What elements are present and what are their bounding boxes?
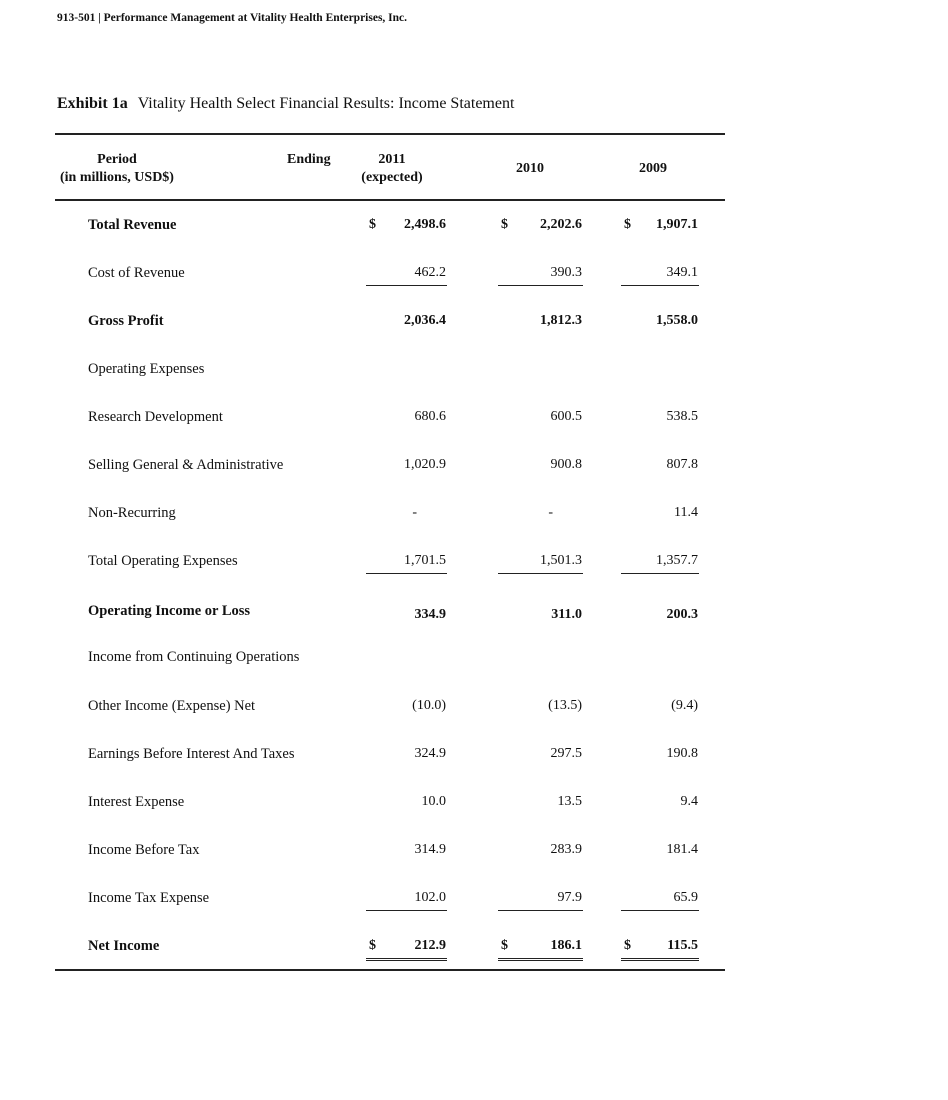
- value-text: 1,501.3: [540, 553, 582, 568]
- value-cell: [366, 217, 447, 237]
- value-cell: [498, 607, 583, 627]
- value-cell: [498, 794, 583, 814]
- value-cell: [366, 794, 447, 814]
- value-cell: [621, 409, 699, 429]
- value-text: 538.5: [666, 409, 698, 424]
- value-text: 807.8: [666, 457, 698, 472]
- dollar-sign: $: [369, 938, 376, 953]
- value-text: 324.9: [414, 746, 446, 761]
- value-text: (9.4): [671, 698, 698, 713]
- value-text: 1,558.0: [656, 313, 698, 328]
- value-cell: [366, 842, 447, 862]
- value-text: 9.4: [680, 794, 698, 809]
- value-text: 314.9: [414, 842, 446, 857]
- value-text: (13.5): [548, 698, 582, 713]
- row-label: Income Before Tax: [88, 842, 200, 858]
- table-bottom-rule: [55, 969, 725, 971]
- row-label: Earnings Before Interest And Taxes: [88, 746, 295, 762]
- value-cell: [621, 505, 699, 525]
- row-label: Total Operating Expenses: [88, 553, 238, 569]
- value-text: 97.9: [557, 890, 582, 905]
- value-text: 65.9: [673, 890, 698, 905]
- value-cell: [366, 698, 447, 718]
- header-bottom-rule: [55, 199, 725, 201]
- value-cell: [498, 265, 583, 286]
- value-text: 900.8: [550, 457, 582, 472]
- column-header-2011: [352, 151, 432, 187]
- value-cell: [498, 890, 583, 911]
- value-cell: [621, 457, 699, 477]
- value-text: 1,357.7: [656, 553, 698, 568]
- value-text: 186.1: [550, 938, 582, 953]
- table-top-rule: [55, 133, 725, 135]
- row-label: Research Development: [88, 409, 223, 425]
- value-cell: [498, 842, 583, 862]
- value-text: 311.0: [551, 607, 582, 622]
- value-text: 2,498.6: [404, 217, 446, 232]
- value-cell: [498, 938, 583, 961]
- value-text: 390.3: [550, 265, 582, 280]
- value-cell: [498, 217, 583, 237]
- period-label: Period: [97, 152, 137, 167]
- value-text: 102.0: [414, 890, 446, 905]
- row-label: Total Revenue: [88, 217, 177, 233]
- value-text: (10.0): [412, 698, 446, 713]
- value-text: 10.0: [421, 794, 446, 809]
- row-label: Income from Continuing Operations: [88, 649, 300, 665]
- column-header-2009: 2009: [639, 161, 667, 176]
- value-text: 680.6: [414, 409, 446, 424]
- value-cell: [366, 265, 447, 286]
- value-text: 1,812.3: [540, 313, 582, 328]
- value-cell: [621, 217, 699, 237]
- dollar-sign: $: [624, 217, 631, 232]
- page-header: 913-501 | Performance Management at Vitality Health Enterprises, Inc.: [57, 12, 408, 24]
- value-cell: [366, 607, 447, 627]
- row-label: Gross Profit: [88, 313, 164, 329]
- value-text: 1,020.9: [404, 457, 446, 472]
- value-text: -: [548, 505, 553, 520]
- exhibit-title: [57, 95, 514, 113]
- value-cell: [366, 746, 447, 766]
- row-label: Operating Expenses: [88, 361, 205, 377]
- value-cell: [621, 842, 699, 862]
- value-text: 181.4: [666, 842, 698, 857]
- ending-label: Ending: [287, 152, 331, 167]
- value-text: 2,036.4: [404, 313, 446, 328]
- period-sublabel: (in millions, USD$): [60, 170, 174, 185]
- row-label: Other Income (Expense) Net: [88, 698, 256, 714]
- value-text: 462.2: [414, 265, 446, 280]
- value-cell: [621, 794, 699, 814]
- column-year: 2011: [378, 152, 406, 167]
- value-text: 190.8: [666, 746, 698, 761]
- value-text: 11.4: [674, 505, 698, 520]
- value-text: 1,907.1: [656, 217, 698, 232]
- value-text: 297.5: [550, 746, 582, 761]
- column-note: (expected): [361, 170, 423, 185]
- value-cell: [498, 553, 583, 574]
- row-label: Income Tax Expense: [88, 890, 210, 906]
- value-cell: [366, 505, 447, 525]
- value-cell: [621, 607, 699, 627]
- column-header-2010: 2010: [516, 161, 544, 176]
- value-text: -: [412, 505, 417, 520]
- value-cell: [621, 938, 699, 961]
- value-cell: [366, 938, 447, 961]
- value-cell: [366, 409, 447, 429]
- exhibit-label: Exhibit 1a: [57, 95, 128, 112]
- value-text: 212.9: [414, 938, 446, 953]
- exhibit-caption: Vitality Health Select Financial Results: Income Statement: [137, 95, 515, 112]
- value-cell: [498, 505, 583, 525]
- row-label: Selling General & Administrative: [88, 457, 284, 473]
- value-text: 200.3: [666, 607, 698, 622]
- value-cell: [498, 313, 583, 333]
- value-cell: [366, 313, 447, 333]
- value-cell: [366, 553, 447, 574]
- value-cell: [366, 457, 447, 477]
- dollar-sign: $: [501, 938, 508, 953]
- row-label: Operating Income or Loss: [88, 603, 251, 619]
- value-cell: [498, 746, 583, 766]
- value-cell: [366, 890, 447, 911]
- value-text: 349.1: [666, 265, 698, 280]
- dollar-sign: $: [624, 938, 631, 953]
- value-cell: [621, 698, 699, 718]
- value-cell: [498, 698, 583, 718]
- value-cell: [498, 457, 583, 477]
- value-text: 283.9: [550, 842, 582, 857]
- row-label: Net Income: [88, 938, 160, 954]
- dollar-sign: $: [369, 217, 376, 232]
- row-label: Interest Expense: [88, 794, 185, 810]
- value-text: 13.5: [557, 794, 582, 809]
- value-cell: [621, 890, 699, 911]
- value-cell: [621, 313, 699, 333]
- value-text: 334.9: [414, 607, 446, 622]
- value-text: 600.5: [550, 409, 582, 424]
- row-label: Non-Recurring: [88, 505, 176, 521]
- row-label: Cost of Revenue: [88, 265, 185, 281]
- value-cell: [621, 746, 699, 766]
- value-text: 2,202.6: [540, 217, 582, 232]
- value-cell: [498, 409, 583, 429]
- value-text: 115.5: [667, 938, 698, 953]
- value-text: 1,701.5: [404, 553, 446, 568]
- period-header: [60, 151, 174, 187]
- value-cell: [621, 553, 699, 574]
- dollar-sign: $: [501, 217, 508, 232]
- value-cell: [621, 265, 699, 286]
